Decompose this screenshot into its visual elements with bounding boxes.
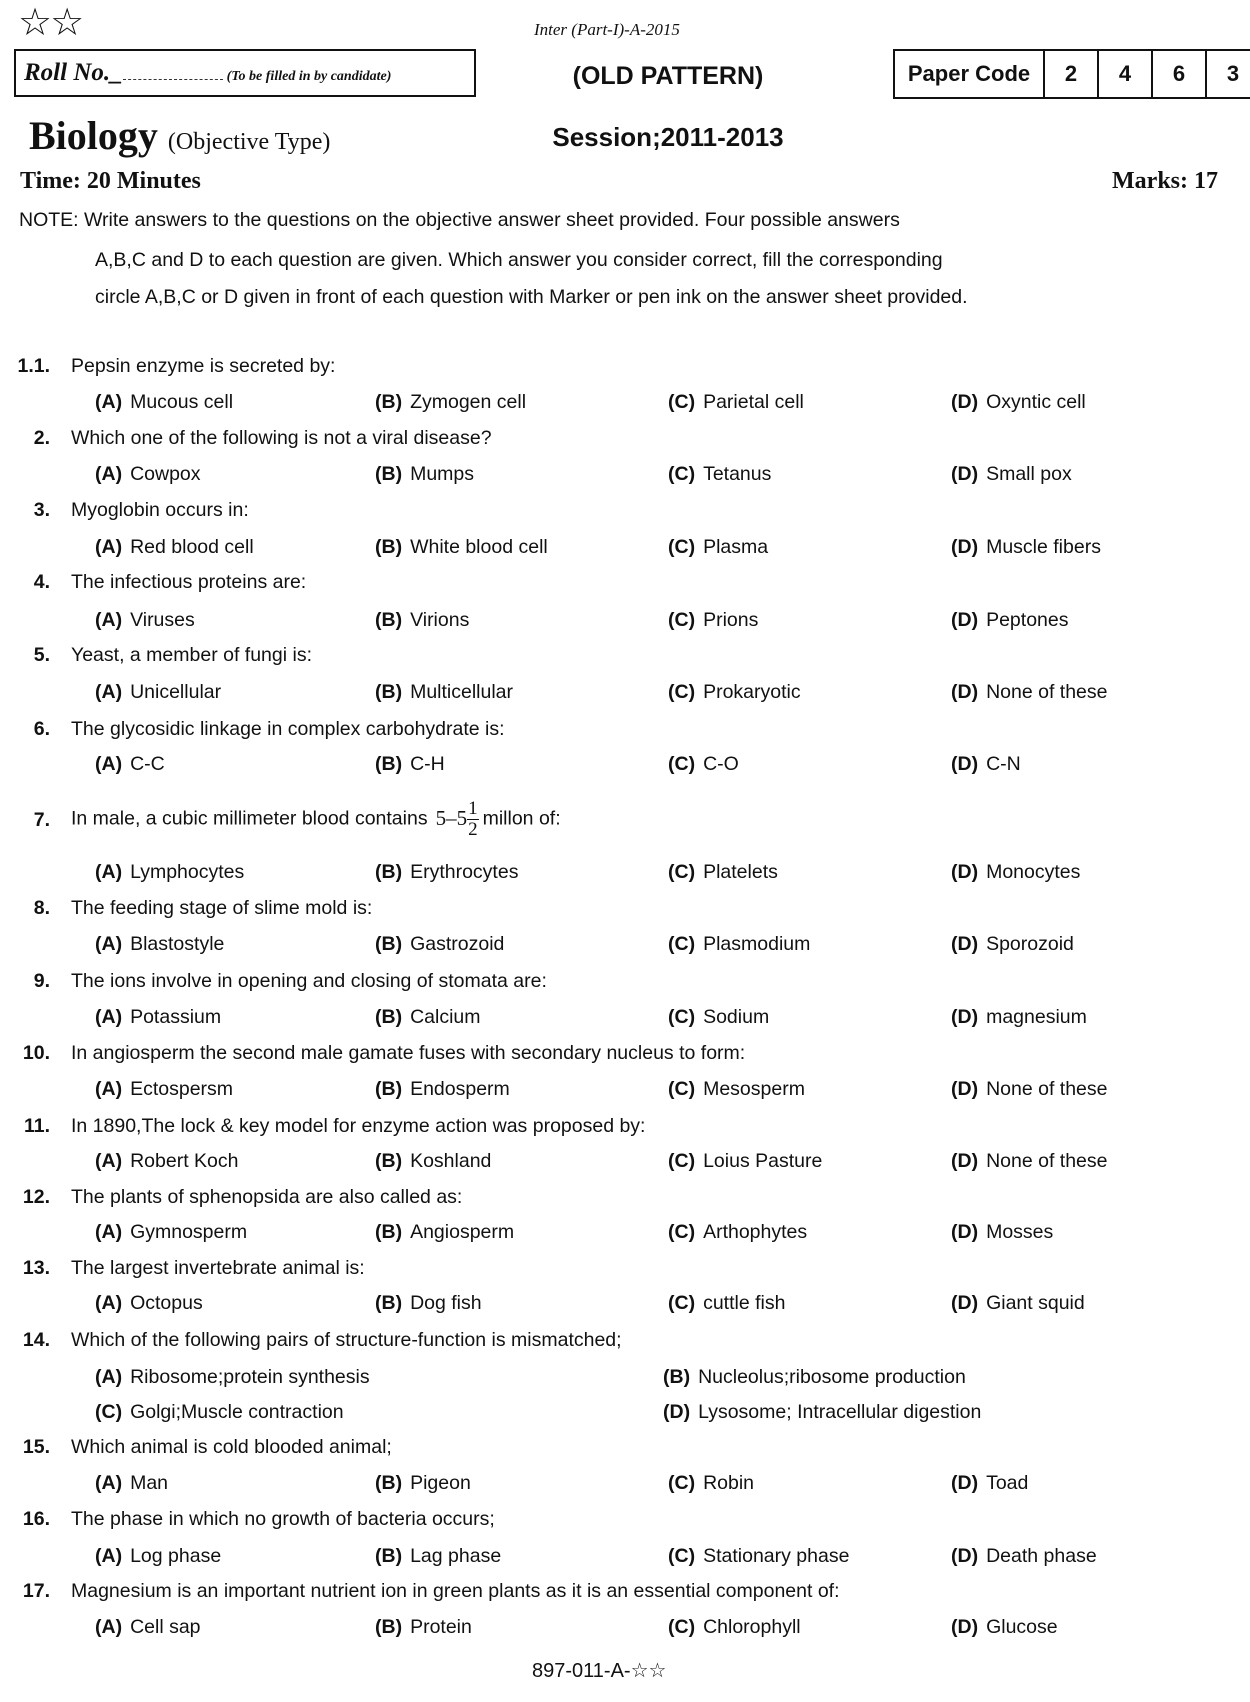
- option-text: Robin: [703, 1472, 755, 1494]
- answer-option: [95, 609, 195, 632]
- answer-option: [668, 609, 758, 632]
- question-number: 6.: [33, 718, 50, 740]
- option-text: Stationary phase: [703, 1545, 850, 1567]
- question-number: 11.: [23, 1115, 50, 1137]
- option-text: Gastrozoid: [410, 933, 505, 955]
- option-text: Erythrocytes: [410, 861, 519, 883]
- question-number: 14.: [22, 1329, 50, 1351]
- option-text: Dog fish: [410, 1292, 482, 1314]
- question-text: [71, 1042, 745, 1065]
- answer-option: [951, 861, 1080, 884]
- roll-number-note: (To be filled in by candidate): [226, 69, 392, 84]
- option-letter: (A): [95, 391, 123, 413]
- answer-option: [668, 753, 739, 776]
- option-letter: (A): [95, 1150, 123, 1172]
- option-text: Pigeon: [410, 1472, 471, 1494]
- answer-option: [95, 1401, 344, 1424]
- answer-option: [951, 1472, 1028, 1495]
- option-text: Loius Pasture: [703, 1150, 823, 1172]
- answer-option: [951, 391, 1086, 414]
- answer-option: [95, 1078, 233, 1101]
- option-text: Peptones: [986, 609, 1069, 631]
- answer-option: [95, 933, 224, 956]
- answer-option: [375, 1472, 471, 1495]
- answer-option: [951, 1006, 1087, 1029]
- answer-option: [95, 463, 201, 486]
- question-text-main: The phase in which no growth of bacteria occurs;: [71, 1508, 495, 1530]
- option-letter: (A): [95, 1006, 123, 1028]
- option-letter: (D): [951, 463, 979, 485]
- option-text: Arthophytes: [703, 1221, 808, 1243]
- option-letter: (C): [668, 681, 696, 703]
- question-number: 5.: [33, 644, 50, 666]
- option-letter: (B): [375, 1078, 403, 1100]
- option-text: Mosses: [986, 1221, 1054, 1243]
- subject-type: (Objective Type): [167, 129, 331, 155]
- option-text: Chlorophyll: [703, 1616, 801, 1638]
- question-text: [71, 1257, 365, 1280]
- question-number: 12.: [22, 1186, 50, 1208]
- option-text: Octopus: [130, 1292, 203, 1314]
- question-text-main: The plants of sphenopsida are also called as:: [71, 1186, 463, 1208]
- option-text: None of these: [986, 681, 1108, 703]
- question-number: 2.: [33, 427, 50, 449]
- option-letter: (A): [95, 1545, 123, 1567]
- question-number: 4.: [33, 571, 50, 593]
- question-text-main: Which of the following pairs of structure-function is mismatched;: [71, 1329, 622, 1351]
- option-letter: (D): [951, 391, 979, 413]
- option-letter: (B): [375, 1292, 403, 1314]
- answer-option: [951, 753, 1021, 776]
- roll-number-label: Roll No._: [24, 59, 123, 86]
- option-letter: (D): [951, 681, 979, 703]
- question-text: [71, 1329, 622, 1352]
- option-text: Potassium: [130, 1006, 222, 1028]
- option-letter: (D): [951, 1545, 979, 1567]
- answer-option: [375, 1078, 510, 1101]
- option-text: C-H: [410, 753, 445, 775]
- question-text: [71, 1508, 495, 1531]
- option-letter: (C): [668, 1616, 696, 1638]
- answer-option: [375, 536, 548, 559]
- fraction-numerator: 1: [468, 798, 478, 819]
- option-text: Monocytes: [986, 861, 1081, 883]
- option-letter: (B): [375, 536, 403, 558]
- option-text: Prions: [703, 609, 759, 631]
- answer-option: [668, 1545, 849, 1568]
- answer-option: [668, 463, 771, 486]
- answer-option: [951, 681, 1108, 704]
- option-text: Gymnosperm: [130, 1221, 248, 1243]
- note-line-1: NOTE: Write answers to the questions on the objective answer sheet provided. Four possible answers: [19, 209, 900, 231]
- question-text: [71, 799, 561, 840]
- option-letter: (A): [95, 1078, 123, 1100]
- option-letter: (C): [668, 933, 696, 955]
- option-letter: (B): [375, 1006, 403, 1028]
- stars-mark: ☆☆: [18, 0, 83, 44]
- option-letter: (C): [668, 391, 696, 413]
- option-text: Red blood cell: [130, 536, 254, 558]
- question-text-main: Myoglobin occurs in:: [71, 499, 249, 521]
- option-letter: (A): [95, 1616, 123, 1638]
- option-text: Oxyntic cell: [986, 391, 1086, 413]
- option-letter: (C): [668, 753, 696, 775]
- option-text: Protein: [410, 1616, 472, 1638]
- note-line-2: A,B,C and D to each question are given. Which answer you consider correct, fill the corresponding: [95, 249, 943, 271]
- option-text: Angiosperm: [410, 1221, 515, 1243]
- question-text-main: Which one of the following is not a viral disease?: [71, 427, 492, 449]
- option-text: Ribosome;protein synthesis: [130, 1366, 370, 1388]
- answer-option: [951, 536, 1101, 559]
- question-text-main: The glycosidic linkage in complex carbohydrate is:: [71, 718, 505, 740]
- answer-option: [663, 1366, 966, 1389]
- option-letter: (B): [375, 1150, 403, 1172]
- option-text: Multicellular: [410, 681, 514, 703]
- answer-option: [668, 536, 768, 559]
- answer-option: [95, 1150, 238, 1173]
- question-text-main: In 1890,The lock & key model for enzyme action was proposed by:: [71, 1115, 646, 1137]
- question-text-main: In angiosperm the second male gamate fuses with secondary nucleus to form:: [71, 1042, 746, 1064]
- option-letter: (A): [95, 463, 123, 485]
- option-text: Nucleolus;ribosome production: [698, 1366, 966, 1388]
- answer-option: [95, 391, 233, 414]
- option-letter: (A): [95, 1472, 123, 1494]
- answer-option: [668, 681, 801, 704]
- option-letter: (C): [668, 1006, 696, 1028]
- paper-code-digit: 6: [1151, 51, 1205, 97]
- option-text: Muscle fibers: [986, 536, 1101, 558]
- option-text: None of these: [986, 1150, 1108, 1172]
- option-text: Blastostyle: [130, 933, 225, 955]
- answer-option: [375, 391, 526, 414]
- question-text: [71, 355, 335, 378]
- option-text: Unicellular: [130, 681, 222, 703]
- answer-option: [95, 1292, 203, 1315]
- answer-option: [951, 1545, 1097, 1568]
- paper-code-label: Paper Code: [907, 61, 1031, 86]
- option-text: White blood cell: [410, 536, 548, 558]
- answer-option: [668, 1150, 822, 1173]
- question-text: [71, 571, 306, 594]
- question-number: 17.: [22, 1580, 50, 1602]
- option-letter: (C): [668, 609, 696, 631]
- question-text-main: Magnesium is an important nutrient ion in green plants as it is an essential component of:: [71, 1580, 840, 1602]
- option-letter: (B): [663, 1366, 691, 1388]
- option-letter: (C): [668, 536, 696, 558]
- question-text-main: Which animal is cold blooded animal;: [71, 1436, 392, 1458]
- option-text: Mesosperm: [703, 1078, 805, 1100]
- exam-title: Inter (Part-I)-A-2015: [534, 20, 680, 39]
- option-letter: (A): [95, 753, 123, 775]
- answer-option: [951, 463, 1072, 486]
- answer-option: [375, 753, 445, 776]
- answer-option: [375, 1150, 491, 1173]
- fraction-denominator: 2: [468, 819, 478, 840]
- option-text: Koshland: [410, 1150, 492, 1172]
- option-letter: (C): [668, 1545, 696, 1567]
- question-text-main: Yeast, a member of fungi is:: [71, 644, 312, 666]
- option-letter: (D): [663, 1401, 691, 1423]
- answer-option: [375, 1006, 481, 1029]
- answer-option: [375, 1616, 472, 1639]
- question-text: [71, 644, 312, 667]
- answer-option: [951, 1078, 1108, 1101]
- option-text: Sporozoid: [986, 933, 1074, 955]
- option-text: Lymphocytes: [130, 861, 245, 883]
- option-text: Giant squid: [986, 1292, 1085, 1314]
- answer-option: [95, 1472, 168, 1495]
- option-letter: (B): [375, 1616, 403, 1638]
- question-text: [71, 897, 372, 920]
- option-letter: (B): [375, 1472, 403, 1494]
- option-letter: (C): [668, 1078, 696, 1100]
- answer-option: [668, 861, 778, 884]
- answer-option: [375, 933, 504, 956]
- answer-option: [95, 1006, 221, 1029]
- option-letter: (D): [951, 1472, 979, 1494]
- question-number: 13.: [22, 1257, 50, 1279]
- option-text: Ectospersm: [130, 1078, 234, 1100]
- question-text-after: millon of:: [482, 807, 561, 830]
- answer-option: [375, 609, 469, 632]
- option-text: Glucose: [986, 1616, 1058, 1638]
- option-letter: (B): [375, 933, 403, 955]
- question-number: 9.: [33, 970, 50, 992]
- option-letter: (D): [951, 1292, 979, 1314]
- subject-name: Biology: [29, 113, 158, 158]
- option-letter: (C): [95, 1401, 123, 1423]
- option-letter: (A): [95, 1366, 123, 1388]
- time-label: Time: 20 Minutes: [20, 168, 201, 194]
- answer-option: [375, 681, 513, 704]
- option-letter: (A): [95, 609, 123, 631]
- option-text: C-C: [130, 753, 165, 775]
- option-letter: (A): [95, 536, 123, 558]
- question-number: 15.: [22, 1436, 50, 1458]
- option-letter: (D): [951, 536, 979, 558]
- marks-label: Marks: 17: [1112, 168, 1218, 194]
- answer-option: [668, 933, 810, 956]
- option-letter: (B): [375, 391, 403, 413]
- option-text: Tetanus: [703, 463, 772, 485]
- option-letter: (C): [668, 1150, 696, 1172]
- option-text: magnesium: [986, 1006, 1087, 1028]
- option-letter: (D): [951, 1150, 979, 1172]
- pattern-label: (OLD PATTERN): [572, 62, 764, 90]
- option-text: Plasmodium: [703, 933, 811, 955]
- option-letter: (D): [951, 609, 979, 631]
- option-letter: (D): [951, 1078, 979, 1100]
- answer-option: [95, 1545, 221, 1568]
- option-text: Calcium: [410, 1006, 481, 1028]
- question-text: [71, 427, 492, 450]
- option-text: Platelets: [703, 861, 778, 883]
- answer-option: [375, 1292, 482, 1315]
- option-letter: (C): [668, 1292, 696, 1314]
- answer-option: [668, 1616, 801, 1639]
- footer-code: 897-011-A-☆☆: [532, 1660, 667, 1682]
- paper-code-digit: 2: [1043, 51, 1097, 97]
- roll-number-blank[interactable]: [123, 79, 223, 80]
- option-letter: (D): [951, 933, 979, 955]
- answer-option: [95, 536, 254, 559]
- answer-option: [951, 1221, 1053, 1244]
- option-text: Mumps: [410, 463, 475, 485]
- option-letter: (A): [95, 861, 123, 883]
- option-letter: (A): [95, 681, 123, 703]
- option-text: Death phase: [986, 1545, 1097, 1567]
- answer-option: [668, 1078, 805, 1101]
- note-line-3: circle A,B,C or D given in front of each question with Marker or pen ink on the answer sheet provided.: [95, 286, 968, 308]
- option-letter: (A): [95, 933, 123, 955]
- question-text: [71, 1580, 840, 1603]
- question-number: 10.: [22, 1042, 50, 1064]
- option-letter: (A): [95, 1292, 123, 1314]
- option-letter: (B): [375, 1221, 403, 1243]
- option-text: Sodium: [703, 1006, 770, 1028]
- question-number: 7.: [33, 809, 50, 831]
- option-letter: (C): [668, 463, 696, 485]
- option-letter: (B): [375, 463, 403, 485]
- option-text: Golgi;Muscle contraction: [130, 1401, 344, 1423]
- question-text: [71, 718, 505, 741]
- option-text: cuttle fish: [703, 1292, 786, 1314]
- question-text: [71, 1115, 645, 1138]
- question-text: [71, 499, 249, 522]
- option-text: None of these: [986, 1078, 1108, 1100]
- option-text: Viruses: [130, 609, 195, 631]
- option-text: Man: [130, 1472, 169, 1494]
- answer-option: [668, 1006, 769, 1029]
- option-letter: (D): [951, 1221, 979, 1243]
- question-number: 16.: [22, 1508, 50, 1530]
- answer-option: [951, 609, 1068, 632]
- roll-number-field[interactable]: [24, 59, 391, 87]
- roll-number-box: [14, 49, 476, 97]
- option-text: Endosperm: [410, 1078, 510, 1100]
- answer-option: [951, 1616, 1058, 1639]
- option-text: C-O: [703, 753, 739, 775]
- option-text: Parietal cell: [703, 391, 804, 413]
- option-letter: (B): [375, 753, 403, 775]
- option-text: Small pox: [986, 463, 1072, 485]
- option-letter: (C): [668, 861, 696, 883]
- option-text: Log phase: [130, 1545, 222, 1567]
- answer-option: [375, 1545, 501, 1568]
- option-letter: (B): [375, 609, 403, 631]
- answer-option: [375, 861, 518, 884]
- option-letter: (D): [951, 753, 979, 775]
- question-text-main: The feeding stage of slime mold is:: [71, 897, 373, 919]
- option-text: Prokaryotic: [703, 681, 801, 703]
- option-text: Cowpox: [130, 463, 201, 485]
- option-letter: (D): [951, 861, 979, 883]
- question-text-main: The largest invertebrate animal is:: [71, 1257, 365, 1279]
- option-text: C-N: [986, 753, 1021, 775]
- option-letter: (C): [668, 1472, 696, 1494]
- question-text-main: Pepsin enzyme is secreted by:: [71, 355, 336, 377]
- option-letter: (D): [951, 1006, 979, 1028]
- answer-option: [95, 681, 221, 704]
- option-text: Cell sap: [130, 1616, 201, 1638]
- question-text-main: The ions involve in opening and closing of stomata are:: [71, 970, 547, 992]
- fraction: [467, 799, 479, 840]
- option-text: Robert Koch: [130, 1150, 239, 1172]
- paper-code-digit: 3: [1205, 51, 1250, 97]
- answer-option: [95, 1616, 201, 1639]
- answer-option: [668, 1292, 785, 1315]
- option-letter: (B): [375, 861, 403, 883]
- answer-option: [95, 1366, 370, 1389]
- option-letter: (B): [375, 681, 403, 703]
- option-letter: (C): [668, 1221, 696, 1243]
- option-text: Lysosome; Intracellular digestion: [698, 1401, 982, 1423]
- answer-option: [668, 1472, 754, 1495]
- option-letter: (A): [95, 1221, 123, 1243]
- answer-option: [668, 1221, 807, 1244]
- question-number: 1.1.: [17, 355, 50, 377]
- question-text: [71, 1186, 462, 1209]
- answer-option: [951, 1150, 1108, 1173]
- paper-code-digit: 4: [1097, 51, 1151, 97]
- answer-option: [95, 861, 244, 884]
- answer-option: [663, 1401, 981, 1424]
- question-text: [71, 1436, 392, 1459]
- option-text: Mucous cell: [130, 391, 234, 413]
- paper-code-box: [893, 49, 1250, 99]
- question-text-main: In male, a cubic millimeter blood contains: [71, 807, 428, 830]
- answer-option: [668, 391, 804, 414]
- answer-option: [951, 1292, 1085, 1315]
- question-text: [71, 970, 547, 993]
- answer-option: [951, 933, 1074, 956]
- session-label: Session;2011-2013: [552, 122, 784, 152]
- answer-option: [375, 463, 474, 486]
- answer-option: [95, 1221, 247, 1244]
- question-math: 5–5: [435, 805, 468, 830]
- answer-option: [375, 1221, 514, 1244]
- question-number: 3.: [33, 499, 50, 521]
- option-text: Toad: [986, 1472, 1029, 1494]
- subject-title: [29, 112, 330, 159]
- option-text: Zymogen cell: [410, 391, 527, 413]
- option-letter: (D): [951, 1616, 979, 1638]
- question-text-main: The infectious proteins are:: [71, 571, 307, 593]
- answer-option: [95, 753, 165, 776]
- option-text: Lag phase: [410, 1545, 502, 1567]
- option-letter: (B): [375, 1545, 403, 1567]
- option-text: Virions: [410, 609, 470, 631]
- option-text: Plasma: [703, 536, 769, 558]
- question-number: 8.: [33, 897, 50, 919]
